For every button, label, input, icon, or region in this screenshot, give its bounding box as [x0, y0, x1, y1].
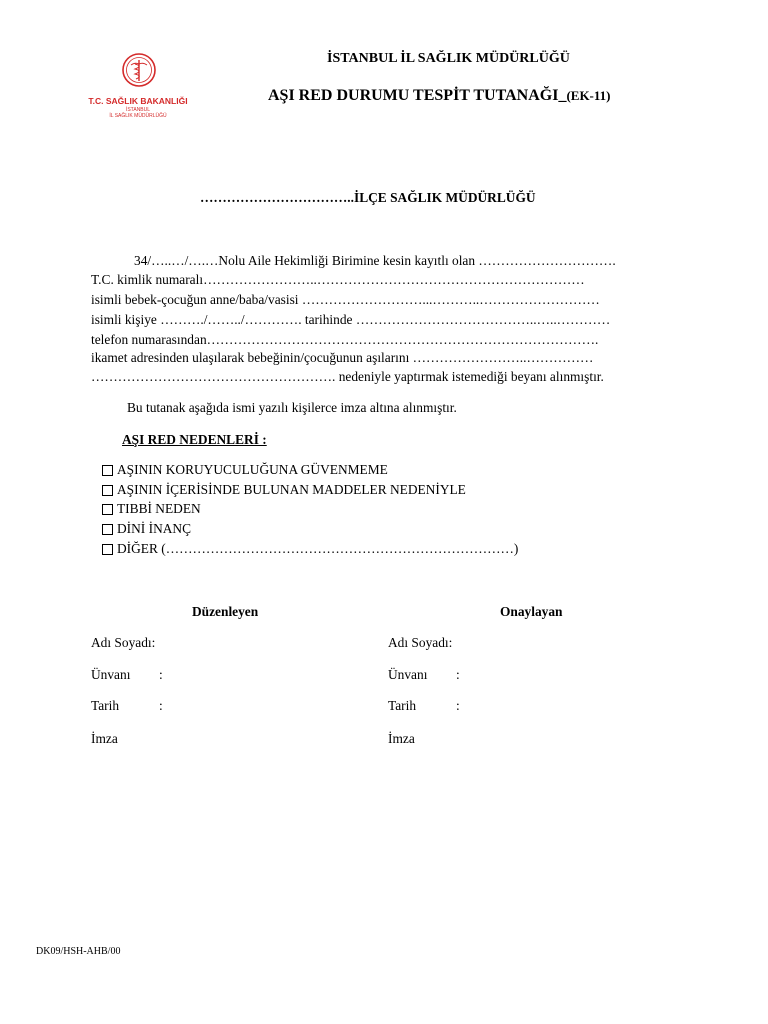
issuer-date-label: Tarih	[91, 698, 120, 713]
issuer-name-label: Adı Soyadı:	[91, 635, 156, 650]
reason-label: DİĞER (……………………………………………………………………)	[117, 541, 519, 556]
issuer-title-colon: :	[159, 667, 163, 682]
document-authority-title: İSTANBUL İL SAĞLIK MÜDÜRLÜĞÜ	[327, 51, 570, 66]
approver-heading: Onaylayan	[500, 604, 563, 619]
paragraph-line: ikamet adresinden ulaşılarak bebeğinin/çocuğunun aşılarını ……………………..……………	[91, 350, 594, 365]
issuer-date-colon: :	[159, 698, 163, 713]
logo-directorate: İL SAĞLIK MÜDÜRLÜĞÜ	[109, 113, 167, 119]
reason-label: AŞININ İÇERİSİNDE BULUNAN MADDELER NEDENİYLE	[117, 482, 466, 497]
reason-option[interactable]	[102, 501, 201, 517]
approver-title-label: Ünvanı	[388, 667, 428, 682]
approver-date-label: Tarih	[388, 698, 417, 713]
issuer-heading: Düzenleyen	[192, 604, 259, 619]
document-title	[268, 87, 611, 105]
checkbox-icon[interactable]	[102, 465, 113, 476]
paragraph-line: isimli kişiye ………./……../…………. tarihinde …………………………………..…..…………	[91, 312, 611, 327]
reason-label: DİNİ İNANÇ	[117, 521, 192, 536]
reason-option[interactable]	[102, 521, 191, 537]
ministry-logo	[78, 52, 198, 128]
document-title-main: AŞI RED DURUMU TESPİT TUTANAĞI	[268, 87, 559, 104]
reason-option[interactable]	[102, 541, 518, 557]
issuer-title-label: Ünvanı	[91, 667, 131, 682]
paragraph-line: T.C. kimlik numaralı……………………..……………………………………………………	[91, 272, 585, 287]
signature-note: Bu tutanak aşağıda ismi yazılı kişilerce imza altına alınmıştır.	[127, 400, 457, 415]
document-code: DK09/HSH-AHB/00	[36, 946, 121, 957]
approver-name-label: Adı Soyadı:	[388, 635, 453, 650]
ministry-emblem-icon	[121, 52, 157, 92]
paragraph-line: ………………………………………………. nedeniyle yaptırmak istemediği beyanı alınmıştır.	[91, 369, 604, 384]
logo-ministry-name: T.C. SAĞLIK BAKANLIĞI	[88, 96, 188, 106]
district-directorate-line: ……………………………..İLÇE SAĞLIK MÜDÜRLÜĞÜ	[200, 190, 536, 205]
paragraph-line: 34/…..…/….…Nolu Aile Hekimliği Birimine kesin kayıtlı olan ………………………….	[134, 253, 616, 268]
reason-option[interactable]	[102, 482, 466, 498]
reasons-title: AŞI RED NEDENLERİ :	[122, 432, 267, 447]
reason-label: TIBBİ NEDEN	[117, 501, 201, 516]
reason-label: AŞININ KORUYUCULUĞUNA GÜVENMEME	[117, 462, 388, 477]
logo-city: İSTANBUL	[125, 107, 151, 113]
checkbox-icon[interactable]	[102, 544, 113, 555]
checkbox-icon[interactable]	[102, 524, 113, 535]
checkbox-icon[interactable]	[102, 504, 113, 515]
document-title-suffix: (EK-11)	[566, 88, 611, 103]
logo-subtitle	[78, 107, 198, 119]
approver-title-colon: :	[456, 667, 460, 682]
issuer-sign-label: İmza	[91, 731, 118, 746]
paragraph-line: telefon numarasından…………………………………………………………………………….	[91, 332, 599, 347]
approver-sign-label: İmza	[388, 731, 415, 746]
checkbox-icon[interactable]	[102, 485, 113, 496]
document-title-underscore: _	[558, 87, 567, 104]
paragraph-line: isimli bebek-çocuğun anne/baba/vasisi ………………………...………..………………………	[91, 292, 600, 307]
approver-date-colon: :	[456, 698, 460, 713]
reason-option[interactable]	[102, 462, 388, 478]
